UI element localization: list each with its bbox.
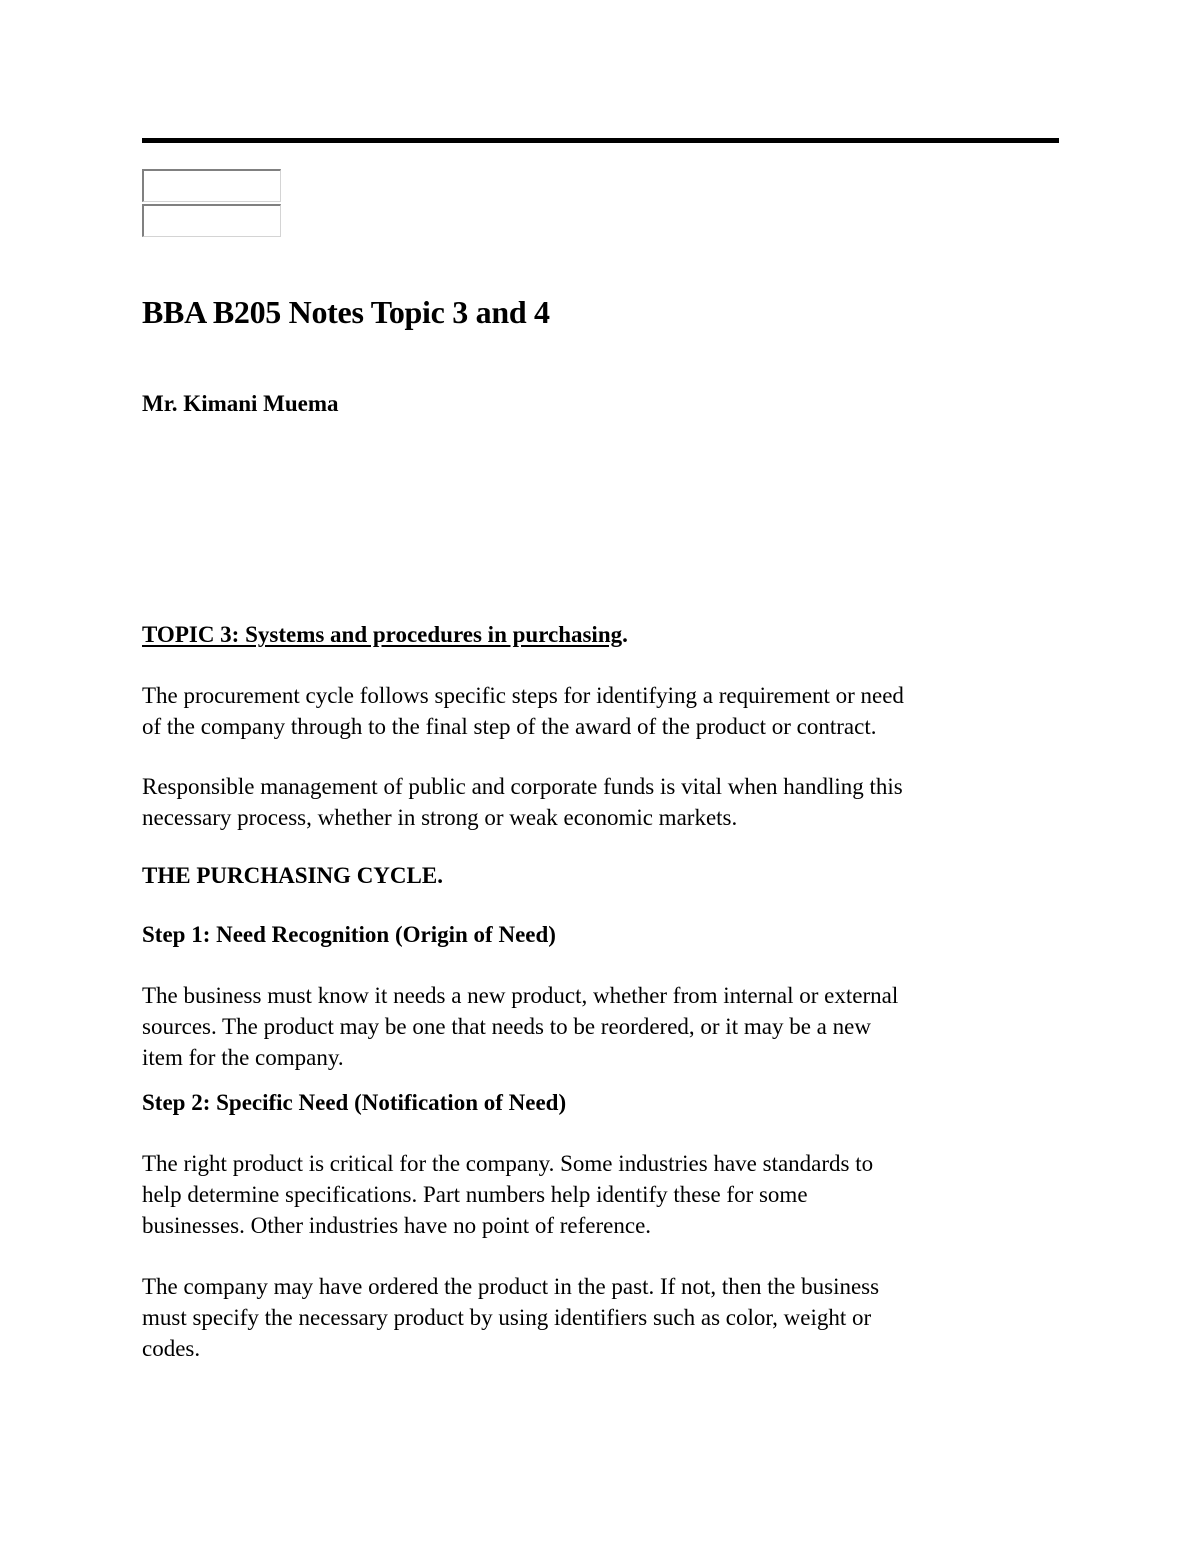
- paragraph-line: The right product is critical for the company. Some industries have standards to: [142, 1151, 874, 1176]
- paragraph-intro-1: [142, 680, 1072, 742]
- horizontal-rule: [142, 138, 1059, 143]
- form-field-box-2[interactable]: [142, 204, 281, 237]
- paragraph-line: The company may have ordered the product in the past. If not, then the business: [142, 1274, 880, 1299]
- author-name: Mr. Kimani Muema: [142, 391, 339, 416]
- paragraph-line: codes.: [142, 1336, 201, 1361]
- heading-purchasing-cycle: THE PURCHASING CYCLE.: [142, 863, 443, 888]
- paragraph-step-2-a: [142, 1148, 1072, 1241]
- paragraph-line: The procurement cycle follows specific steps for identifying a requirement or need: [142, 683, 904, 708]
- paragraph-step-1: [142, 980, 1072, 1073]
- paragraph-line: item for the company.: [142, 1045, 344, 1070]
- paragraph-line: businesses. Other industries have no point of reference.: [142, 1213, 652, 1238]
- heading-step-1: Step 1: Need Recognition (Origin of Need): [142, 922, 556, 947]
- paragraph-intro-2: [142, 771, 1072, 833]
- paragraph-line: of the company through to the final step of the award of the product or contract.: [142, 714, 877, 739]
- paragraph-line: must specify the necessary product by using identifiers such as color, weight or: [142, 1305, 872, 1330]
- form-field-box-1[interactable]: [142, 169, 281, 202]
- paragraph-line: help determine specifications. Part numbers help identify these for some: [142, 1182, 808, 1207]
- heading-step-2: Step 2: Specific Need (Notification of Need): [142, 1090, 567, 1115]
- paragraph-line: necessary process, whether in strong or weak economic markets.: [142, 805, 738, 830]
- document-title: BBA B205 Notes Topic 3 and 4: [142, 294, 550, 330]
- paragraph-line: The business must know it needs a new product, whether from internal or external: [142, 983, 899, 1008]
- paragraph-line: Responsible management of public and corporate funds is vital when handling this: [142, 774, 903, 799]
- topic-heading: [142, 622, 1072, 648]
- topic-heading-period: .: [622, 622, 628, 647]
- topic-heading-text: TOPIC 3: Systems and procedures in purchasing: [142, 622, 623, 647]
- paragraph-line: sources. The product may be one that needs to be reordered, or it may be a new: [142, 1014, 871, 1039]
- paragraph-step-2-b: [142, 1271, 1072, 1364]
